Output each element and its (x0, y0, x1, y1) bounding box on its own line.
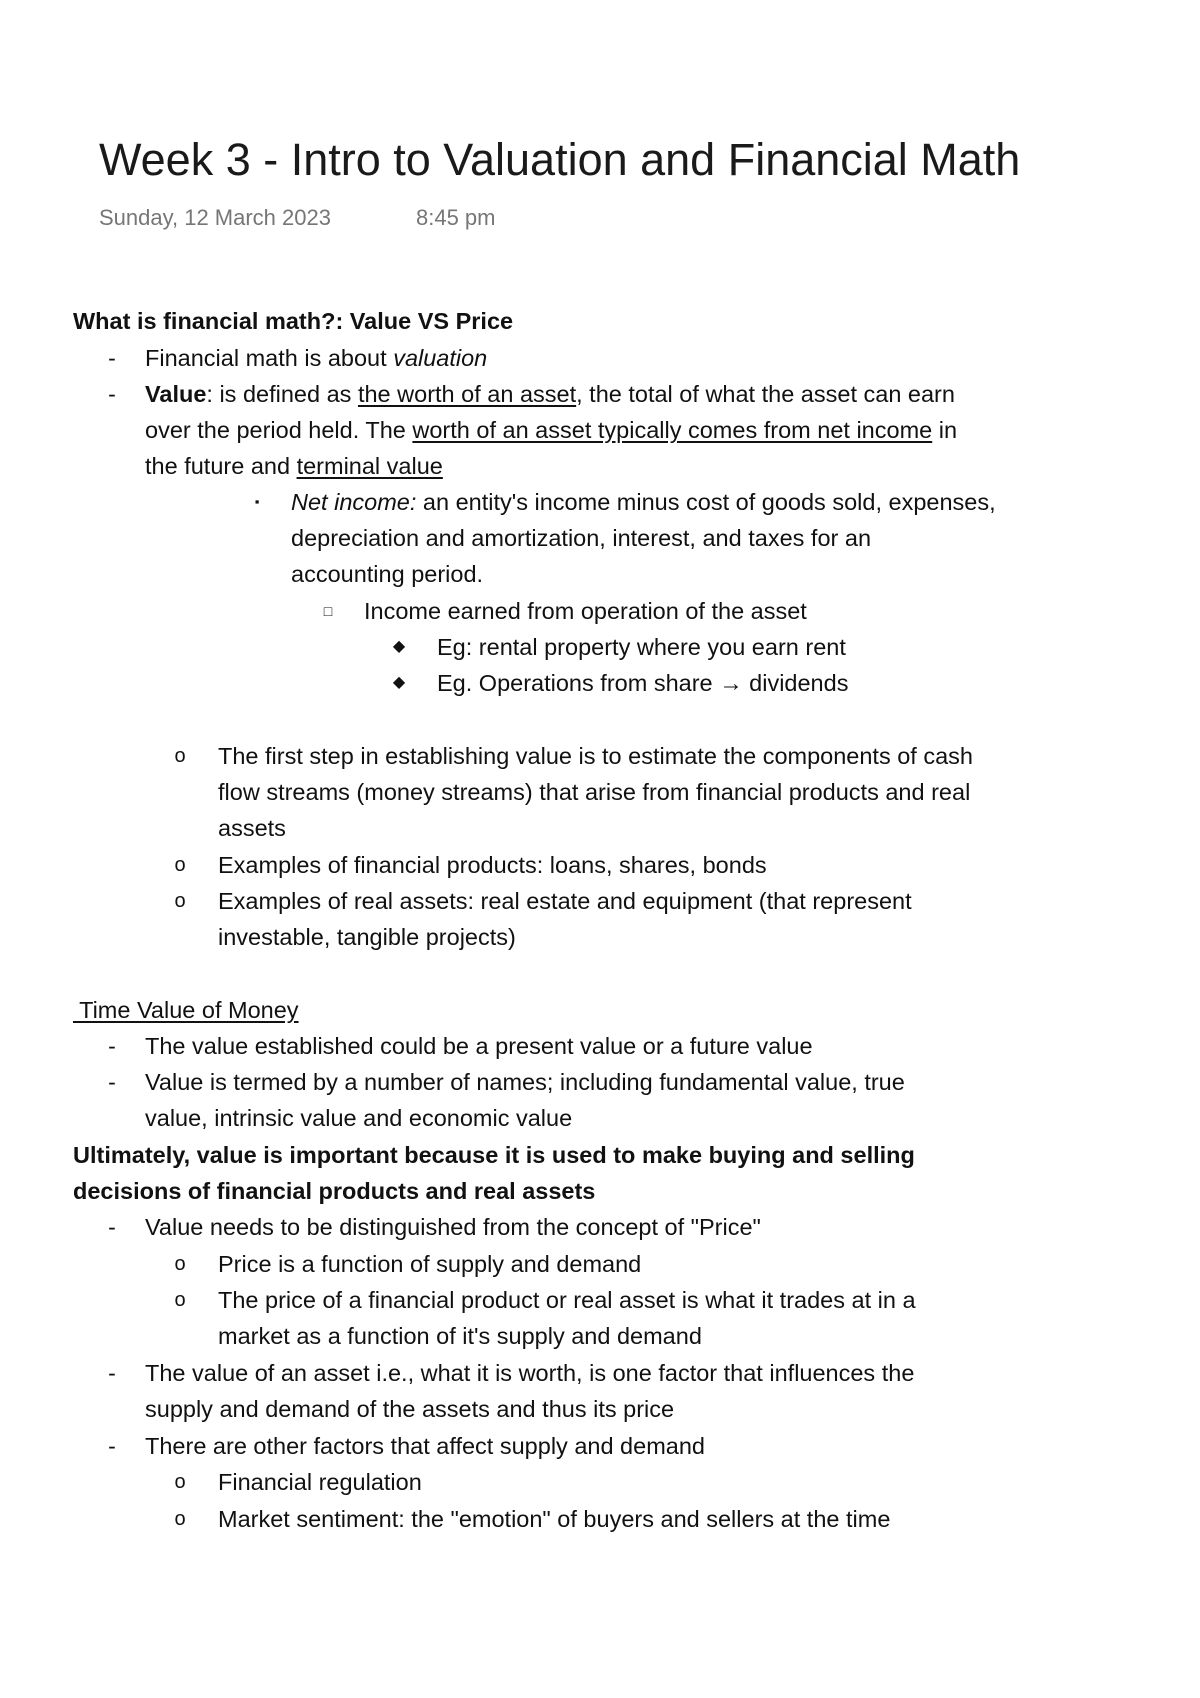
page-title: Week 3 - Intro to Valuation and Financial Math (99, 134, 1021, 185)
dash-bullet: - (108, 381, 116, 407)
list-item-eg-operations: Eg. Operations from share → dividends (437, 670, 849, 696)
list-item-value-line-1: Value: is defined as the worth of an asset, the total of what the asset can earn (145, 381, 955, 407)
list-item-value-line-2: over the period held. The worth of an asset typically comes from net income in (145, 417, 958, 443)
page-cut-remnant (150, 1590, 850, 1596)
list-item-net-income-line-3: accounting period. (291, 561, 484, 587)
list-item-value-termed-line-2: value, intrinsic value and economic value (145, 1105, 573, 1131)
list-item-income-earned: Income earned from operation of the asset (364, 598, 807, 624)
list-item-value-established: The value established could be a present value or a future value (145, 1033, 813, 1059)
list-item-financial-regulation: Financial regulation (218, 1469, 422, 1495)
list-item-net-income-line-1: Net income: an entity's income minus cost of goods sold, expenses, (291, 489, 996, 515)
list-item-price-product-line-1: The price of a financial product or real asset is what it trades at in a (218, 1287, 916, 1313)
hollow-square-bullet: □ (323, 603, 333, 619)
list-item-price-function: Price is a function of supply and demand (218, 1251, 642, 1277)
list-item-value-termed-line-1: Value is termed by a number of names; including fundamental value, true (145, 1069, 905, 1095)
dash-bullet: - (108, 1433, 116, 1459)
circle-bullet: o (174, 1508, 186, 1530)
circle-bullet: o (174, 1289, 186, 1311)
list-item-first-step-line-1: The first step in establishing value is to estimate the components of cash (218, 743, 974, 769)
square-bullet: ▪ (254, 494, 260, 509)
bold-statement-line-1: Ultimately, value is important because it is used to make buying and selling (73, 1142, 915, 1168)
dash-bullet: - (108, 1214, 116, 1240)
list-item-examples-real-line-2: investable, tangible projects) (218, 924, 516, 950)
dash-bullet: - (108, 1069, 116, 1095)
diamond-bullet: ◆ (392, 674, 406, 691)
dash-bullet: - (108, 1033, 116, 1059)
bold-statement-line-2: decisions of financial products and real assets (73, 1178, 596, 1204)
circle-bullet: o (174, 890, 186, 912)
list-item-first-step-line-3: assets (218, 815, 286, 841)
page-date: Sunday, 12 March 2023 (99, 205, 331, 230)
list-item-first-step-line-2: flow streams (money streams) that arise from financial products and real (218, 779, 971, 805)
dash-bullet: - (108, 1360, 116, 1386)
list-item-net-income-line-2: depreciation and amortization, interest, and taxes for an (291, 525, 872, 551)
section-heading-value-vs-price: What is financial math?: Value VS Price (73, 308, 514, 334)
circle-bullet: o (174, 854, 186, 876)
list-item-value-line-3: the future and terminal value (145, 453, 443, 479)
list-item-market-sentiment: Market sentiment: the "emotion" of buyers and sellers at the time (218, 1506, 891, 1532)
list-item-financial-math: Financial math is about valuation (145, 345, 488, 371)
circle-bullet: o (174, 745, 186, 767)
dash-bullet: - (108, 345, 116, 371)
list-item-value-asset-line-2: supply and demand of the assets and thus its price (145, 1396, 675, 1422)
section-heading-time-value: Time Value of Money (73, 997, 299, 1023)
list-item-other-factors: There are other factors that affect supply and demand (145, 1433, 705, 1459)
list-item-examples-real-line-1: Examples of real assets: real estate and equipment (that represent (218, 888, 912, 914)
diamond-bullet: ◆ (392, 638, 406, 655)
list-item-value-asset-line-1: The value of an asset i.e., what it is worth, is one factor that influences the (145, 1360, 915, 1386)
list-item-examples-financial: Examples of financial products: loans, shares, bonds (218, 852, 767, 878)
circle-bullet: o (174, 1253, 186, 1275)
list-item-price-product-line-2: market as a function of it's supply and demand (218, 1323, 702, 1349)
page-time: 8:45 pm (416, 205, 496, 230)
list-item-distinguished: Value needs to be distinguished from the concept of "Price" (145, 1214, 761, 1240)
circle-bullet: o (174, 1471, 186, 1493)
list-item-eg-rental: Eg: rental property where you earn rent (437, 634, 846, 660)
